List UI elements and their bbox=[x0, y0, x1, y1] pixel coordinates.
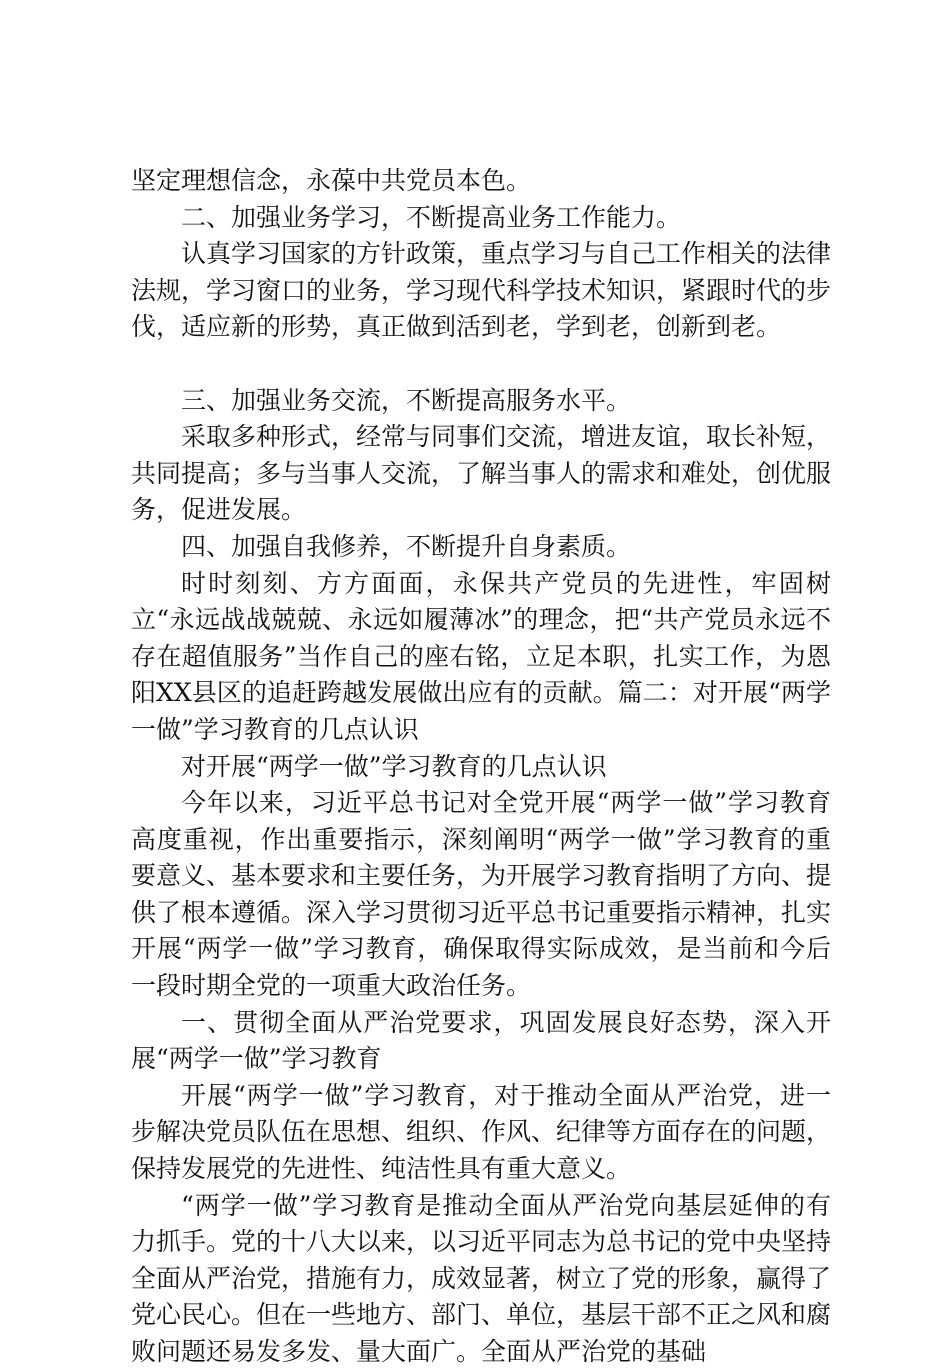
paragraph: 开展“两学一做”学习教育，对于推动全面从严治党，进一步解决党员队伍在思想、组织、作风、纪律等方面存在的问题，保持发展党的先进性、纯洁性具有重大意义。 bbox=[131, 1080, 832, 1184]
section-heading-2: 二、加强业务学习，不断提高业务工作能力。 bbox=[181, 202, 682, 232]
section-heading-4: 四、加强自我修养，不断提升自身素质。 bbox=[181, 531, 632, 561]
paragraph: 认真学习国家的方针政策，重点学习与自己工作相关的法律法规，学习窗口的业务，学习现代科学技术知识，紧跟时代的步伐，适应新的形势，真正做到活到老，学到老，创新到老。 bbox=[131, 239, 832, 342]
section-heading-3: 三、加强业务交流，不断提高服务水平。 bbox=[181, 385, 632, 415]
document-body bbox=[131, 163, 831, 1371]
article-title: 对开展“两学一做”学习教育的几点认识 bbox=[181, 751, 607, 781]
paragraph: “两学一做”学习教育是推动全面从严治党向基层延伸的有力抓手。党的十八大以来，以习近平同志为总书记的党中央坚持全面从严治党，措施有力，成效显著，树立了党的形象，赢得了党心民心。但在一些地方、部门、单位，基层干部不正之风和腐败问题还易发多发、量大面广。全面从严治党的基础 bbox=[131, 1190, 832, 1366]
paragraph: 今年以来，习近平总书记对全党开展“两学一做”学习教育高度重视，作出重要指示，深刻阐明“两学一做”学习教育的重要意义、基本要求和主要任务，为开展学习教育指明了方向、提供了根本遵循。深入学习贯彻习近平总书记重要指示精神，扎实开展“两学一做”学习教育，确保取得实际成效，是当前和今后一段时期全党的一项重大政治任务。 bbox=[131, 788, 832, 1001]
paragraph-continuation: 坚定理想信念，永葆中共党员本色。 bbox=[131, 166, 532, 195]
paragraph: 采取多种形式，经常与同事们交流，增进友谊，取长补短，共同提高；多与当事人交流，了解当事人的需求和难处，创优服务，促进发展。 bbox=[131, 422, 832, 525]
paragraph: 时时刻刻、方方面面，永保共产党员的先进性，牢固树立“永远战战兢兢、永远如履薄冰”的理念，把“共产党员永远不存在超值服务”当作自己的座右铭，立足本职，扎实工作，为恩阳XX县区的追赶跨越发展做出应有的贡献。篇二：对开展“两学一做”学习教育的几点认识 bbox=[131, 568, 831, 744]
section-heading-1: 一、贯彻全面从严治党要求，巩固发展良好态势，深入开展“两学一做”学习教育 bbox=[131, 1007, 831, 1074]
